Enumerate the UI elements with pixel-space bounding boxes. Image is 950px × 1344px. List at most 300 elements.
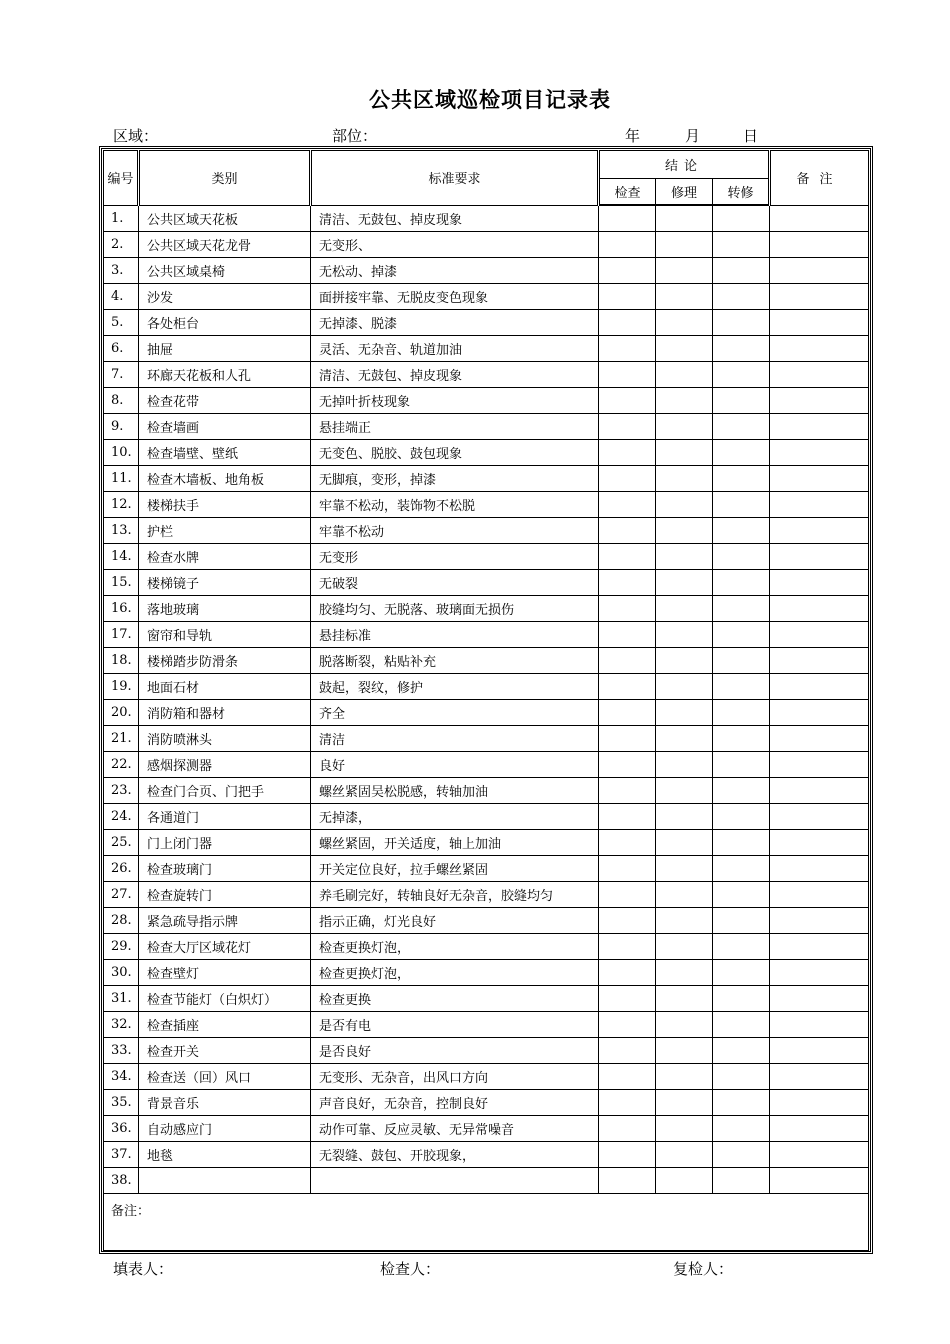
table-row xyxy=(104,1012,869,1038)
row-check-cell[interactable] xyxy=(599,1090,656,1116)
row-repair-cell[interactable] xyxy=(656,778,713,804)
row-remark-cell[interactable] xyxy=(770,986,869,1012)
row-category: 检查门合页、门把手 xyxy=(139,778,311,804)
row-transfer-cell[interactable] xyxy=(713,362,770,388)
row-category: 感烟探测器 xyxy=(139,752,311,778)
table-row xyxy=(104,1064,869,1090)
row-standard: 是否有电 xyxy=(311,1012,599,1038)
row-remark-cell[interactable] xyxy=(770,1168,869,1194)
row-repair-cell[interactable] xyxy=(656,232,713,258)
row-standard: 无变色、脱胶、鼓包现象 xyxy=(311,440,599,466)
row-repair-cell[interactable] xyxy=(656,752,713,778)
row-remark-cell[interactable] xyxy=(770,752,869,778)
row-standard: 悬挂端正 xyxy=(311,414,599,440)
row-num: 25. xyxy=(104,830,139,856)
row-repair-cell[interactable] xyxy=(656,284,713,310)
row-category: 背景音乐 xyxy=(139,1090,311,1116)
table-row xyxy=(104,726,869,752)
row-transfer-cell[interactable] xyxy=(713,336,770,362)
row-check-cell[interactable] xyxy=(599,596,656,622)
row-category: 公共区域天花板 xyxy=(139,205,311,232)
row-category: 护栏 xyxy=(139,518,311,544)
row-category: 紧急疏导指示牌 xyxy=(139,908,311,934)
row-repair-cell[interactable] xyxy=(656,336,713,362)
row-remark-cell[interactable] xyxy=(770,570,869,596)
row-num: 14. xyxy=(104,544,139,570)
row-transfer-cell[interactable] xyxy=(713,310,770,336)
row-num: 23. xyxy=(104,778,139,804)
row-remark-cell[interactable] xyxy=(770,1038,869,1064)
row-num: 31. xyxy=(104,986,139,1012)
header-repair: 修理 xyxy=(656,179,713,206)
row-remark-cell[interactable] xyxy=(770,336,869,362)
row-repair-cell[interactable] xyxy=(656,648,713,674)
row-remark-cell[interactable] xyxy=(770,934,869,960)
row-standard: 清洁、无鼓包、掉皮现象 xyxy=(311,362,599,388)
row-standard: 无掉漆， xyxy=(311,804,599,830)
row-transfer-cell[interactable] xyxy=(713,570,770,596)
row-num: 2. xyxy=(104,232,139,258)
row-num: 18. xyxy=(104,648,139,674)
row-transfer-cell[interactable] xyxy=(713,284,770,310)
row-check-cell[interactable] xyxy=(599,1038,656,1064)
table-row xyxy=(104,882,869,908)
row-remark-cell[interactable] xyxy=(770,310,869,336)
table-row xyxy=(104,492,869,518)
row-num: 3. xyxy=(104,258,139,284)
row-category: 检查墙画 xyxy=(139,414,311,440)
table-row xyxy=(104,1168,869,1194)
row-remark-cell[interactable] xyxy=(770,596,869,622)
table-row xyxy=(104,284,869,310)
row-repair-cell[interactable] xyxy=(656,1116,713,1142)
filler-label: 填表人： xyxy=(113,1260,174,1278)
table-row xyxy=(104,856,869,882)
row-repair-cell[interactable] xyxy=(656,908,713,934)
row-standard: 面拼接牢靠、无脱皮变色现象 xyxy=(311,284,599,310)
row-repair-cell[interactable] xyxy=(656,466,713,492)
row-category: 地面石材 xyxy=(139,674,311,700)
row-standard: 无脚痕，变形，掉漆 xyxy=(311,466,599,492)
row-num: 20. xyxy=(104,700,139,726)
row-transfer-cell[interactable] xyxy=(713,1038,770,1064)
table-row xyxy=(104,205,869,232)
page-title: 公共区域巡检项目记录表 xyxy=(369,87,611,112)
row-remark-cell[interactable] xyxy=(770,648,869,674)
row-transfer-cell[interactable] xyxy=(713,440,770,466)
row-remark-cell[interactable] xyxy=(770,960,869,986)
table-row xyxy=(104,232,869,258)
table-row xyxy=(104,1090,869,1116)
row-standard: 养毛刷完好，转轴良好无杂音，胶缝均匀 xyxy=(311,882,599,908)
row-repair-cell[interactable] xyxy=(656,1064,713,1090)
header-result: 结论 xyxy=(599,151,770,179)
row-standard: 无破裂 xyxy=(311,570,599,596)
row-check-cell[interactable] xyxy=(599,570,656,596)
row-remark-cell[interactable] xyxy=(770,882,869,908)
row-transfer-cell[interactable] xyxy=(713,466,770,492)
row-category: 检查送（回）风口 xyxy=(139,1064,311,1090)
row-category: 检查壁灯 xyxy=(139,960,311,986)
row-check-cell[interactable] xyxy=(599,518,656,544)
day-label: 日 xyxy=(743,127,759,145)
month-label: 月 xyxy=(685,127,701,145)
row-repair-cell[interactable] xyxy=(656,362,713,388)
row-check-cell[interactable] xyxy=(599,1064,656,1090)
row-category: 自动感应门 xyxy=(139,1116,311,1142)
row-transfer-cell[interactable] xyxy=(713,1064,770,1090)
row-num: 8. xyxy=(104,388,139,414)
row-transfer-cell[interactable] xyxy=(713,1142,770,1168)
row-repair-cell[interactable] xyxy=(656,1012,713,1038)
table-row xyxy=(104,778,869,804)
table-row xyxy=(104,388,869,414)
row-check-cell[interactable] xyxy=(599,440,656,466)
row-standard: 无变形 xyxy=(311,544,599,570)
row-check-cell[interactable] xyxy=(599,674,656,700)
header-category: 类别 xyxy=(139,151,311,206)
row-standard: 齐全 xyxy=(311,700,599,726)
row-transfer-cell[interactable] xyxy=(713,622,770,648)
row-remark-cell[interactable] xyxy=(770,674,869,700)
row-remark-cell[interactable] xyxy=(770,205,869,232)
row-num: 9. xyxy=(104,414,139,440)
row-num: 38. xyxy=(104,1168,139,1194)
row-standard: 清洁、无鼓包、掉皮现象 xyxy=(311,205,599,232)
row-remark-cell[interactable] xyxy=(770,778,869,804)
row-standard: 检查更换 xyxy=(311,986,599,1012)
row-check-cell[interactable] xyxy=(599,856,656,882)
row-repair-cell[interactable] xyxy=(656,1038,713,1064)
row-check-cell[interactable] xyxy=(599,466,656,492)
row-standard: 动作可靠、反应灵敏、无异常噪音 xyxy=(311,1116,599,1142)
table-row xyxy=(104,648,869,674)
header-remark: 备注 xyxy=(770,151,869,206)
row-num: 21. xyxy=(104,726,139,752)
row-repair-cell[interactable] xyxy=(656,1168,713,1194)
table-row xyxy=(104,804,869,830)
row-category: 检查开关 xyxy=(139,1038,311,1064)
row-standard: 脱落断裂，粘贴补充 xyxy=(311,648,599,674)
row-remark-cell[interactable] xyxy=(770,492,869,518)
note-cell[interactable] xyxy=(104,1194,869,1251)
row-num: 12. xyxy=(104,492,139,518)
row-transfer-cell[interactable] xyxy=(713,414,770,440)
row-category: 检查插座 xyxy=(139,1012,311,1038)
row-remark-cell[interactable] xyxy=(770,830,869,856)
row-standard: 无掉叶折枝现象 xyxy=(311,388,599,414)
row-num: 27. xyxy=(104,882,139,908)
row-remark-cell[interactable] xyxy=(770,232,869,258)
row-check-cell[interactable] xyxy=(599,648,656,674)
row-category: 检查节能灯（白炽灯） xyxy=(139,986,311,1012)
row-repair-cell[interactable] xyxy=(656,726,713,752)
row-category: 楼梯镜子 xyxy=(139,570,311,596)
row-transfer-cell[interactable] xyxy=(713,388,770,414)
row-repair-cell[interactable] xyxy=(656,596,713,622)
row-num: 36. xyxy=(104,1116,139,1142)
row-num: 15. xyxy=(104,570,139,596)
row-category: 消防箱和器材 xyxy=(139,700,311,726)
row-repair-cell[interactable] xyxy=(656,205,713,232)
row-repair-cell[interactable] xyxy=(656,934,713,960)
table-row xyxy=(104,336,869,362)
row-transfer-cell[interactable] xyxy=(713,960,770,986)
row-transfer-cell[interactable] xyxy=(713,544,770,570)
row-repair-cell[interactable] xyxy=(656,622,713,648)
row-repair-cell[interactable] xyxy=(656,700,713,726)
table-row xyxy=(104,934,869,960)
row-category: 楼梯扶手 xyxy=(139,492,311,518)
row-transfer-cell[interactable] xyxy=(713,830,770,856)
row-check-cell[interactable] xyxy=(599,934,656,960)
row-transfer-cell[interactable] xyxy=(713,1116,770,1142)
table-row xyxy=(104,570,869,596)
row-remark-cell[interactable] xyxy=(770,362,869,388)
row-remark-cell[interactable] xyxy=(770,1116,869,1142)
table-row xyxy=(104,1142,869,1168)
row-check-cell[interactable] xyxy=(599,726,656,752)
row-check-cell[interactable] xyxy=(599,544,656,570)
row-transfer-cell[interactable] xyxy=(713,934,770,960)
table-row xyxy=(104,960,869,986)
row-num: 7. xyxy=(104,362,139,388)
row-num: 6. xyxy=(104,336,139,362)
row-check-cell[interactable] xyxy=(599,258,656,284)
row-standard: 鼓起，裂纹，修护 xyxy=(311,674,599,700)
row-transfer-cell[interactable] xyxy=(713,700,770,726)
table-row xyxy=(104,414,869,440)
row-category: 检查水牌 xyxy=(139,544,311,570)
table-row xyxy=(104,518,869,544)
inspection-table xyxy=(103,150,869,1251)
table-row xyxy=(104,1116,869,1142)
row-category: 沙发 xyxy=(139,284,311,310)
row-remark-cell[interactable] xyxy=(770,466,869,492)
row-transfer-cell[interactable] xyxy=(713,752,770,778)
dept-label: 部位： xyxy=(332,127,378,145)
row-repair-cell[interactable] xyxy=(656,856,713,882)
row-check-cell[interactable] xyxy=(599,986,656,1012)
row-category: 落地玻璃 xyxy=(139,596,311,622)
row-num: 13. xyxy=(104,518,139,544)
row-repair-cell[interactable] xyxy=(656,804,713,830)
row-category: 公共区域桌椅 xyxy=(139,258,311,284)
row-remark-cell[interactable] xyxy=(770,414,869,440)
row-category: 检查墙壁、壁纸 xyxy=(139,440,311,466)
row-num: 17. xyxy=(104,622,139,648)
row-transfer-cell[interactable] xyxy=(713,1168,770,1194)
table-row xyxy=(104,908,869,934)
row-check-cell[interactable] xyxy=(599,310,656,336)
row-repair-cell[interactable] xyxy=(656,258,713,284)
row-category: 门上闭门器 xyxy=(139,830,311,856)
row-category xyxy=(139,1168,311,1194)
year-label: 年 xyxy=(625,127,641,145)
row-check-cell[interactable] xyxy=(599,622,656,648)
row-category: 公共区域天花龙骨 xyxy=(139,232,311,258)
row-check-cell[interactable] xyxy=(599,492,656,518)
row-check-cell[interactable] xyxy=(599,908,656,934)
row-repair-cell[interactable] xyxy=(656,414,713,440)
row-num: 33. xyxy=(104,1038,139,1064)
row-category: 各通道门 xyxy=(139,804,311,830)
row-check-cell[interactable] xyxy=(599,388,656,414)
row-remark-cell[interactable] xyxy=(770,726,869,752)
row-check-cell[interactable] xyxy=(599,752,656,778)
row-repair-cell[interactable] xyxy=(656,960,713,986)
row-repair-cell[interactable] xyxy=(656,440,713,466)
row-num: 26. xyxy=(104,856,139,882)
row-repair-cell[interactable] xyxy=(656,830,713,856)
row-standard: 声音良好，无杂音，控制良好 xyxy=(311,1090,599,1116)
row-repair-cell[interactable] xyxy=(656,518,713,544)
row-category: 消防喷淋头 xyxy=(139,726,311,752)
row-repair-cell[interactable] xyxy=(656,1142,713,1168)
row-check-cell[interactable] xyxy=(599,205,656,232)
row-num: 28. xyxy=(104,908,139,934)
row-check-cell[interactable] xyxy=(599,804,656,830)
table-row xyxy=(104,700,869,726)
row-transfer-cell[interactable] xyxy=(713,986,770,1012)
row-remark-cell[interactable] xyxy=(770,440,869,466)
row-check-cell[interactable] xyxy=(599,830,656,856)
row-num: 5. xyxy=(104,310,139,336)
row-standard: 指示正确，灯光良好 xyxy=(311,908,599,934)
row-repair-cell[interactable] xyxy=(656,882,713,908)
row-transfer-cell[interactable] xyxy=(713,726,770,752)
row-standard: 检查更换灯泡， xyxy=(311,934,599,960)
table-row xyxy=(104,622,869,648)
row-num: 19. xyxy=(104,674,139,700)
row-check-cell[interactable] xyxy=(599,232,656,258)
row-num: 10. xyxy=(104,440,139,466)
header-num: 编号 xyxy=(104,151,139,206)
row-repair-cell[interactable] xyxy=(656,544,713,570)
row-transfer-cell[interactable] xyxy=(713,778,770,804)
table-row xyxy=(104,362,869,388)
row-repair-cell[interactable] xyxy=(656,986,713,1012)
row-remark-cell[interactable] xyxy=(770,284,869,310)
row-transfer-cell[interactable] xyxy=(713,908,770,934)
reviewer-label: 复检人： xyxy=(673,1260,734,1278)
row-standard: 悬挂标准 xyxy=(311,622,599,648)
table-row xyxy=(104,1038,869,1064)
table-row xyxy=(104,674,869,700)
row-standard: 胶缝均匀、无脱落、玻璃面无损伤 xyxy=(311,596,599,622)
row-transfer-cell[interactable] xyxy=(713,518,770,544)
table-row xyxy=(104,544,869,570)
row-check-cell[interactable] xyxy=(599,414,656,440)
table-row xyxy=(104,830,869,856)
row-category: 窗帘和导轨 xyxy=(139,622,311,648)
row-check-cell[interactable] xyxy=(599,700,656,726)
table-row xyxy=(104,986,869,1012)
row-standard: 检查更换灯泡， xyxy=(311,960,599,986)
row-remark-cell[interactable] xyxy=(770,258,869,284)
row-transfer-cell[interactable] xyxy=(713,856,770,882)
row-check-cell[interactable] xyxy=(599,960,656,986)
row-remark-cell[interactable] xyxy=(770,544,869,570)
row-repair-cell[interactable] xyxy=(656,1090,713,1116)
row-remark-cell[interactable] xyxy=(770,1142,869,1168)
row-transfer-cell[interactable] xyxy=(713,648,770,674)
row-remark-cell[interactable] xyxy=(770,1012,869,1038)
table-row xyxy=(104,466,869,492)
row-remark-cell[interactable] xyxy=(770,622,869,648)
row-num: 34. xyxy=(104,1064,139,1090)
row-transfer-cell[interactable] xyxy=(713,882,770,908)
row-check-cell[interactable] xyxy=(599,362,656,388)
row-repair-cell[interactable] xyxy=(656,492,713,518)
row-num: 30. xyxy=(104,960,139,986)
row-num: 24. xyxy=(104,804,139,830)
row-remark-cell[interactable] xyxy=(770,518,869,544)
row-num: 35. xyxy=(104,1090,139,1116)
row-check-cell[interactable] xyxy=(599,882,656,908)
table-row xyxy=(104,596,869,622)
row-check-cell[interactable] xyxy=(599,1012,656,1038)
row-transfer-cell[interactable] xyxy=(713,1090,770,1116)
row-remark-cell[interactable] xyxy=(770,804,869,830)
row-standard: 灵活、无杂音、轨道加油 xyxy=(311,336,599,362)
row-category: 检查玻璃门 xyxy=(139,856,311,882)
row-check-cell[interactable] xyxy=(599,778,656,804)
row-category: 检查旋转门 xyxy=(139,882,311,908)
row-transfer-cell[interactable] xyxy=(713,804,770,830)
row-standard: 良好 xyxy=(311,752,599,778)
table-row xyxy=(104,440,869,466)
row-category: 楼梯踏步防滑条 xyxy=(139,648,311,674)
row-standard: 无松动、掉漆 xyxy=(311,258,599,284)
row-repair-cell[interactable] xyxy=(656,388,713,414)
row-standard: 是否良好 xyxy=(311,1038,599,1064)
row-num: 1. xyxy=(104,205,139,232)
area-label: 区域： xyxy=(113,127,159,145)
row-transfer-cell[interactable] xyxy=(713,258,770,284)
row-check-cell[interactable] xyxy=(599,1142,656,1168)
row-repair-cell[interactable] xyxy=(656,310,713,336)
row-transfer-cell[interactable] xyxy=(713,205,770,232)
header-standard: 标准要求 xyxy=(311,151,599,206)
row-transfer-cell[interactable] xyxy=(713,1012,770,1038)
row-check-cell[interactable] xyxy=(599,336,656,362)
row-standard: 无变形、 xyxy=(311,232,599,258)
row-transfer-cell[interactable] xyxy=(713,596,770,622)
row-transfer-cell[interactable] xyxy=(713,674,770,700)
row-remark-cell[interactable] xyxy=(770,700,869,726)
row-standard: 清洁 xyxy=(311,726,599,752)
row-transfer-cell[interactable] xyxy=(713,232,770,258)
row-remark-cell[interactable] xyxy=(770,388,869,414)
row-remark-cell[interactable] xyxy=(770,1064,869,1090)
row-check-cell[interactable] xyxy=(599,1116,656,1142)
table-row xyxy=(104,752,869,778)
row-standard: 无裂缝、鼓包、开胶现象， xyxy=(311,1142,599,1168)
row-check-cell[interactable] xyxy=(599,284,656,310)
row-check-cell[interactable] xyxy=(599,1168,656,1194)
row-category: 环廊天花板和人孔 xyxy=(139,362,311,388)
row-remark-cell[interactable] xyxy=(770,856,869,882)
row-num: 32. xyxy=(104,1012,139,1038)
header-check: 检查 xyxy=(599,179,656,206)
row-repair-cell[interactable] xyxy=(656,570,713,596)
row-transfer-cell[interactable] xyxy=(713,492,770,518)
row-remark-cell[interactable] xyxy=(770,908,869,934)
row-repair-cell[interactable] xyxy=(656,674,713,700)
row-remark-cell[interactable] xyxy=(770,1090,869,1116)
note-label: 备注： xyxy=(111,1204,151,1219)
